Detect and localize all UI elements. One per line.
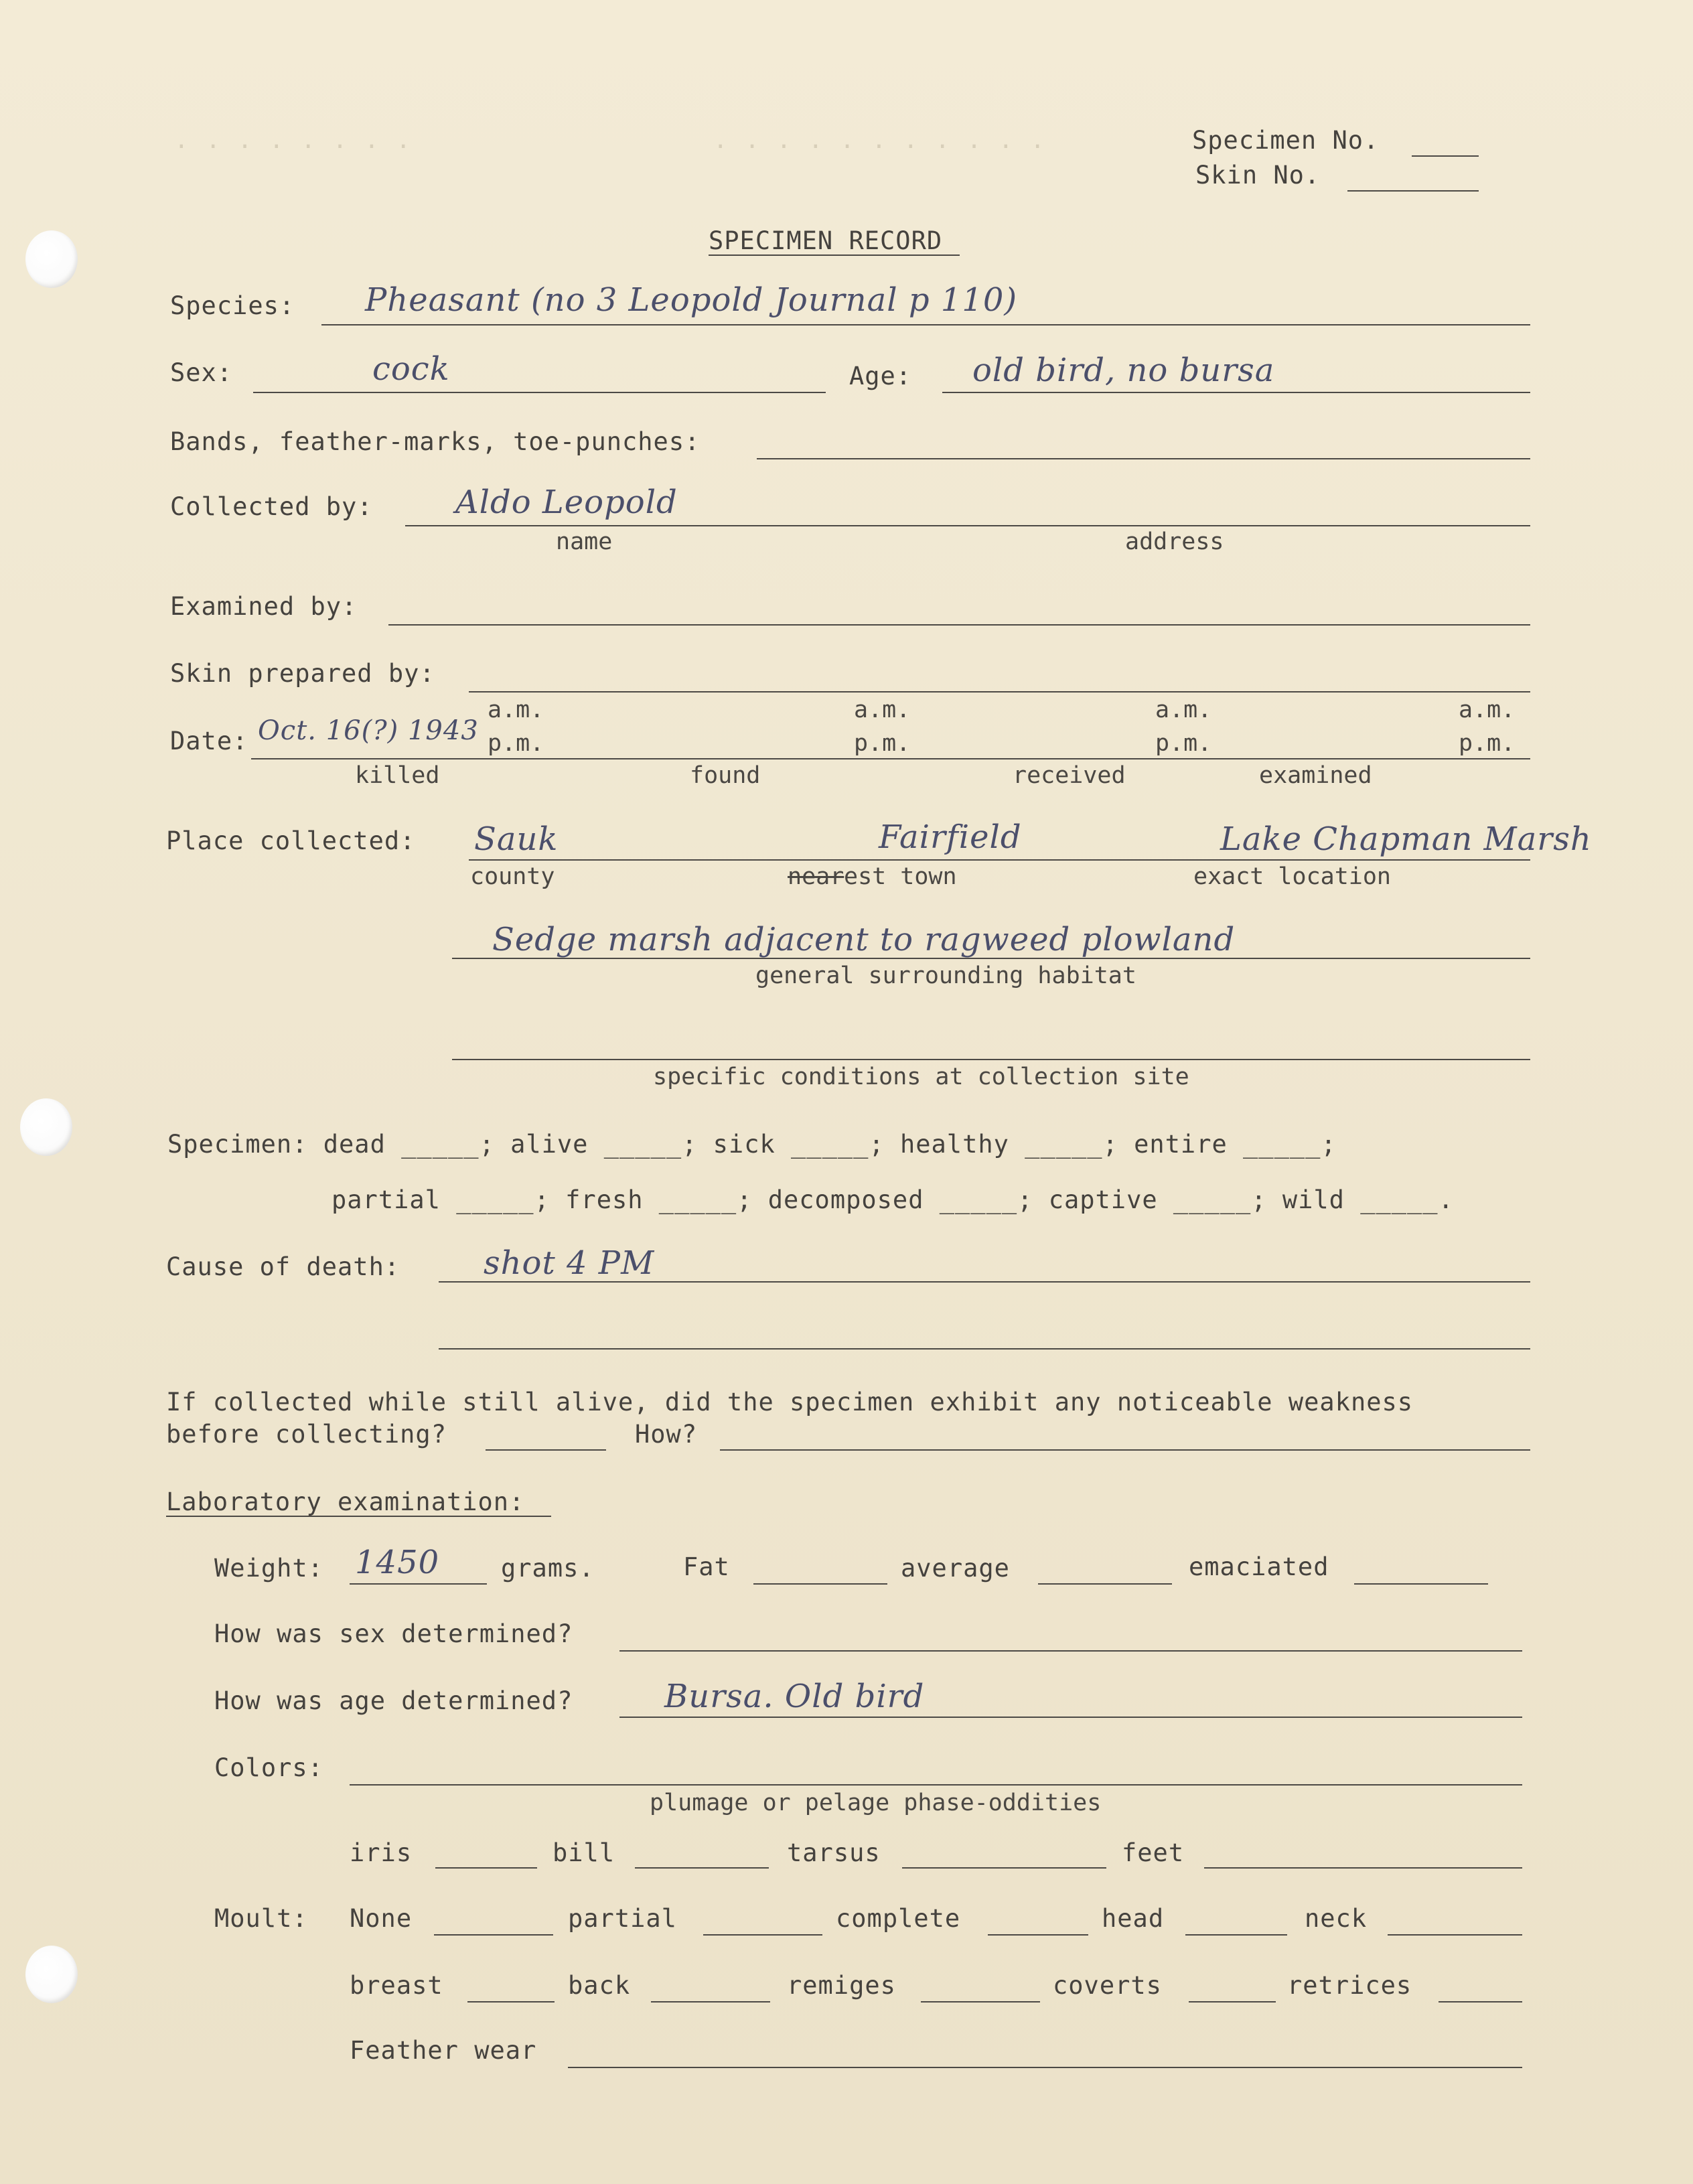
date-label: Date: xyxy=(170,727,248,755)
feather-wear-label: Feather wear xyxy=(350,2036,537,2065)
alive-weakness-line xyxy=(486,1449,606,1451)
binder-hole-bottom xyxy=(25,1946,78,2003)
form-title: SPECIMEN RECORD xyxy=(709,226,943,255)
collected-by-name-caption: name xyxy=(556,528,613,555)
feet-label: feet xyxy=(1122,1838,1185,1867)
place-collected-label: Place collected: xyxy=(166,826,416,855)
moult-remiges-label: remiges xyxy=(787,1971,896,2000)
cause-of-death-label: Cause of death: xyxy=(166,1252,400,1281)
moult-label: Moult: xyxy=(214,1904,308,1933)
age-determined-line xyxy=(619,1717,1522,1718)
moult-neck-label: neck xyxy=(1305,1904,1368,1933)
collected-by-line xyxy=(405,525,1530,526)
received-am: a.m. xyxy=(1155,697,1212,723)
fat-line xyxy=(753,1583,887,1585)
county-caption: county xyxy=(470,863,555,890)
alive-question-line-1: If collected while still alive, did the specimen exhibit any noticeable weakness xyxy=(166,1388,1414,1416)
examined-pm: p.m. xyxy=(1459,730,1516,757)
specimen-no-label: Specimen No. xyxy=(1192,126,1380,155)
age-determined-label: How was age determined? xyxy=(214,1686,573,1715)
iris-label: iris xyxy=(350,1838,413,1867)
average-line xyxy=(1038,1583,1172,1585)
examined-am: a.m. xyxy=(1459,697,1516,723)
general-habitat-caption: general surrounding habitat xyxy=(755,962,1136,989)
found-pm: p.m. xyxy=(854,730,911,757)
specimen-condition-row-2: partial _____; fresh _____; decomposed _____; captive _____; wild _____. xyxy=(332,1185,1454,1214)
binder-hole-top xyxy=(25,230,78,288)
date-line xyxy=(251,758,1530,759)
sex-determined-line xyxy=(619,1650,1522,1652)
general-habitat-value: Sedge marsh adjacent to ragweed plowland xyxy=(492,921,1236,958)
date-value: Oct. 16(?) 1943 xyxy=(258,715,479,746)
specific-conditions-caption: specific conditions at collection site xyxy=(653,1064,1189,1090)
moult-none-label: None xyxy=(350,1904,413,1933)
moult-coverts-line xyxy=(1189,2001,1276,2003)
sex-value: cock xyxy=(372,350,450,388)
colors-label: Colors: xyxy=(214,1753,323,1782)
place-county-value: Sauk xyxy=(474,820,559,858)
bill-line xyxy=(635,1867,769,1869)
fat-label: Fat xyxy=(683,1552,730,1581)
bands-line xyxy=(757,458,1530,459)
date-found-caption: found xyxy=(690,762,761,789)
moult-retrices-label: retrices xyxy=(1287,1971,1412,2000)
emaciated-line xyxy=(1354,1583,1488,1585)
moult-retrices-line xyxy=(1439,2001,1522,2003)
collected-by-label: Collected by: xyxy=(170,492,373,521)
date-killed-caption: killed xyxy=(355,762,440,789)
species-label: Species: xyxy=(170,291,295,320)
feather-wear-line xyxy=(568,2067,1522,2068)
exact-location-caption: exact location xyxy=(1193,863,1392,890)
weight-value: 1450 xyxy=(355,1544,440,1581)
killed-pm: p.m. xyxy=(488,730,544,757)
date-examined-caption: examined xyxy=(1259,762,1372,789)
sex-label: Sex: xyxy=(170,358,233,387)
cause-of-death-line-2 xyxy=(439,1348,1530,1350)
grams-label: grams. xyxy=(501,1554,595,1583)
received-pm: p.m. xyxy=(1155,730,1212,757)
moult-coverts-label: coverts xyxy=(1053,1971,1162,2000)
moult-partial-label: partial xyxy=(568,1904,677,1933)
age-determined-value: Bursa. Old bird xyxy=(664,1678,925,1715)
moult-back-line xyxy=(651,2001,770,2003)
moult-complete-label: complete xyxy=(836,1904,961,1933)
specific-conditions-line xyxy=(452,1059,1530,1060)
how-line xyxy=(720,1449,1530,1451)
moult-remiges-line xyxy=(921,2001,1040,2003)
found-am: a.m. xyxy=(854,697,911,723)
collected-by-address-caption: address xyxy=(1125,528,1224,555)
skin-no-label: Skin No. xyxy=(1195,161,1321,190)
moult-breast-line xyxy=(467,2001,555,2003)
moult-head-line xyxy=(1185,1934,1287,1936)
skin-prepared-by-line xyxy=(469,691,1530,693)
form-title-underline xyxy=(709,254,960,256)
place-location-value: Lake Chapman Marsh xyxy=(1220,820,1592,858)
bill-label: bill xyxy=(553,1838,615,1867)
skin-no-line xyxy=(1347,190,1479,192)
moult-breast-label: breast xyxy=(350,1971,443,2000)
place-town-value: Fairfield xyxy=(879,818,1022,856)
age-line xyxy=(942,392,1530,393)
moult-none-line xyxy=(434,1934,553,1936)
examined-by-label: Examined by: xyxy=(170,592,358,621)
moult-complete-line xyxy=(988,1934,1088,1936)
iris-line xyxy=(435,1867,537,1869)
nearest-town-caption: est town xyxy=(844,863,957,890)
cause-of-death-value: shot 4 PM xyxy=(484,1244,655,1282)
specimen-no-line xyxy=(1412,155,1479,157)
skin-prepared-by-label: Skin prepared by: xyxy=(170,659,435,688)
examined-by-line xyxy=(388,624,1530,626)
specimen-condition-row-1: Specimen: dead _____; alive _____; sick _____; healthy _____; entire _____; xyxy=(167,1130,1337,1159)
moult-partial-line xyxy=(703,1934,822,1936)
moult-back-label: back xyxy=(568,1971,631,2000)
sex-line xyxy=(253,392,826,393)
nearest-town-struck-text: near xyxy=(788,863,844,890)
age-value: old bird, no bursa xyxy=(972,352,1275,389)
date-received-caption: received xyxy=(1013,762,1126,789)
moult-neck-line xyxy=(1388,1934,1522,1936)
moult-head-label: head xyxy=(1102,1904,1165,1933)
plumage-caption: plumage or pelage phase-oddities xyxy=(650,1790,1102,1816)
sex-determined-label: How was sex determined? xyxy=(214,1619,573,1648)
bands-label: Bands, feather-marks, toe-punches: xyxy=(170,427,701,456)
killed-am: a.m. xyxy=(488,697,544,723)
species-line xyxy=(321,324,1530,325)
tarsus-label: tarsus xyxy=(787,1838,881,1867)
binder-hole-middle xyxy=(20,1098,72,1156)
weight-line xyxy=(350,1583,487,1585)
colors-line xyxy=(350,1784,1522,1786)
tarsus-line xyxy=(902,1867,1106,1869)
species-value: Pheasant (no 3 Leopold Journal p 110) xyxy=(365,281,1018,319)
age-label: Age: xyxy=(849,362,912,390)
place-collected-line xyxy=(469,859,1530,861)
average-label: average xyxy=(901,1554,1010,1583)
weight-label: Weight: xyxy=(214,1554,323,1583)
lab-exam-underline xyxy=(166,1516,551,1517)
bleed-through-marks: . . . . . . . . . . . . . . . . . . . xyxy=(174,127,1047,154)
how-label: How? xyxy=(635,1420,698,1449)
collected-by-value: Aldo Leopold xyxy=(455,484,678,521)
feet-line xyxy=(1204,1867,1522,1869)
lab-exam-heading: Laboratory examination: xyxy=(166,1487,525,1516)
emaciated-label: emaciated xyxy=(1189,1552,1329,1581)
alive-question-line-2: before collecting? xyxy=(166,1420,447,1449)
